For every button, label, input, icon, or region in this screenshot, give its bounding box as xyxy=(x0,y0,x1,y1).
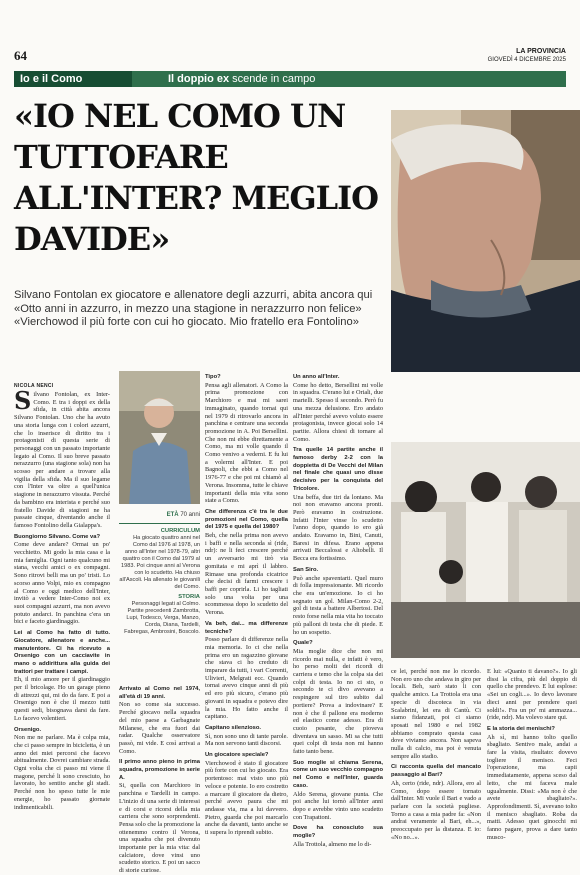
issue-date: GIOVEDÌ 4 DICEMBRE 2025 xyxy=(487,57,566,63)
answer: Aldo Serena, giovane punta. Che poi anche lui tornò all'Inter anni dopo e avrebbe vinto uno scudetto con Trapattoni. xyxy=(293,790,383,821)
article-column-6 xyxy=(487,668,577,841)
author-byline: NICOLA NENCI xyxy=(14,383,54,389)
answer: Può anche spaventarti. Quel muro di folla impressionante. Mi ricordo che era un'emozione. Io ci ho segnato un gol. Milan-Como 2-2, gol di testa a battere Albertosi. Del resto forse nella mia vita ho toccato più palloni di testa che di piede. E ho un sospetto. xyxy=(293,574,383,636)
question: Capitano silenzioso. xyxy=(205,724,262,731)
question: Tipo? xyxy=(205,374,221,380)
age-label: ETÀ xyxy=(166,512,179,518)
page-number: 64 xyxy=(14,48,27,63)
answer: Mia moglie dice che non mi ricordo mai nulla, e infatti è vero, ho perso molti dei ricordi di carriera e temo che la colpa sia dei colpi di testa. Io no ci sto, o secondo te ci divo avevano a respingere sul tiro subito dal portiere? Prova a indovinare? E non è che il pallone era moderno ed elastico come adesso. Era di cuoio pesante, che pioveva diventava un sasso. Mi sa che tutti quei colpi di testa non mi hanno fatto tanto bene. xyxy=(293,647,383,756)
article-column-2 xyxy=(119,686,200,875)
question: Un anno all'Inter. xyxy=(293,374,340,380)
portrait-illustration xyxy=(119,371,200,504)
question: Suo moglie si chiama Serena, come un suo vecchio compagno nel Como e nell'Inter, guarda caso. xyxy=(293,759,383,789)
answer: E lui: «Quanto ti davano?». Io gli dissi la cifra, più del doppio di quello che prendevo. E lui esplose: «Sei un cogli...». Io devo lavorare dieci anni per prendere quei soldi!». Fra un po' mi ammazza... (ride, ndr). Ma volevo stare qui. xyxy=(487,668,577,722)
curriculum-text: Ha giocato quattro anni nel Como dal 1976 al 1978, un anno all'Inter nel 1978-79, altri quattro con il Como dal 1979 al 1983. Poi cinque anni al Verona con lo scudetto. Ha chiuso all'Ascoli. Ha allenato le giovanili del Como. xyxy=(119,535,200,590)
question: Un giocatore speciale? xyxy=(205,752,269,759)
question: Arrivato al Como nel 1974, all'età di 19 anni. xyxy=(119,686,200,700)
main-photo xyxy=(391,110,580,372)
age-value: 70 anni xyxy=(180,512,200,518)
answer: Come deve andare? Ormai un po' vecchietto. Mi godo la mia casa e la mia famiglia. Ogni tanto qualcuno mi stana, vecchi amici o ex compagni. Sono ritrovi belli ma un po' tristi. Lo scorso anno Volpi, mio ex compagno al Como e oggi medico dell'Inter, invitò a vedere Inter-Como noi ex suoi compagni azzurri, ma non avevo potuto andarci. In panchina c'era un bici e faceto giardinaggio. xyxy=(14,541,110,626)
story-text: Personaggi legati al Colmo. Partite precedenti Zambrotta, Lupi, Todesco, Verga, Manzo, Corda, Diana, Tardelli, Fabregas, Ambrosini, Boscolo. xyxy=(124,601,200,635)
question: Lei al Como ha fatto di tutto. Giocatore, allenatore e anche... manutentore. Ci ha ricevuto a Orsenigo con un cacciavite in mano o addirittura alla guida dei trattori per trattare i campi. xyxy=(14,630,110,675)
answer: Eh, il mio amore per il giardinaggio per il bricolage. Ho un garage pieno di attrezzi qui, mi do da fare. E poi a Orsenigo non è che il mezzo tutti questi sedi, bisognava darsi da fare. Lo facevo volentieri. xyxy=(14,676,110,722)
newspaper-masthead xyxy=(488,48,566,64)
question: San Siro. xyxy=(293,566,319,573)
answer: Vierchowod è stato il giocatore più forte con cui ho giocato. Era portentoso: mai visto uno più veloce e potente. Io ero costretto a marcare il giocatore da dietro, perché avevo paura che mi andasse via, ma a lui davvero. Pietro, guarda che poi marcarlo anche da davanti, tanto anche se ti supera lo riprendi subito. xyxy=(205,759,288,837)
question: Che differenza c'è tra le due promozioni nel Como, quella del 1975 e quella del 1980? xyxy=(205,508,288,531)
team-photo-illustration xyxy=(391,442,580,658)
answer: Sì, non sono uno di tante parole. Ma non servono tanti discorsi. xyxy=(205,732,288,748)
question: Ci racconta quella del mancato passaggio al Bari? xyxy=(391,764,481,779)
curriculum-title: CURRICULUM xyxy=(160,528,200,534)
question: E la storia dei menischi? xyxy=(487,725,555,732)
article-column-5 xyxy=(391,668,481,841)
story-title: STORIA xyxy=(178,594,200,600)
answer: Ah sì, mi hanno tolto quello sbagliato. Sentivo male, andai a fare la visita, risultato: dovevo togliere il menisco. Feci l'operazione, ma capii immediatamente, appena sceso dal letto, che mi faceva male ugualmente. Dissi: «Ma non è che avete sbagliato?». Approfondimenti. Sì, avevano tolto il menisco sbagliato. Roba da matti. Adesso quei ginocchi mi fanno pagare, prova a dare tanto musco- xyxy=(487,733,577,841)
question: Quale? xyxy=(293,640,313,647)
drop-cap: S xyxy=(14,386,32,415)
answer: Non me ne parlare. Ma è colpa mia, che ci passo sempre in bicicletta, è un anno dei miei percorsi che facevo abitualmente. Dovrei cambiare strada. Ogni volta che ci passo mi viene il magone, perché li sono cresciuto, ho lavorato, ho sentito anche gli stadi. Perché non ho speso tutte le mie energie, ho passato giornate indimenticabili. xyxy=(14,734,110,811)
subheadline: Silvano Fontolan ex giocatore e allenatore degli azzurri, abita ancora qui «Otto anni in azzurro, in mezzo una stagione in nerazzurro non felice» «Vierchowod il più forte con cui ho giocato. Mio fratello era Fontolino» xyxy=(14,289,373,328)
answer: Posso parlare di differenze nella mia memoria. Io ci che nella prima ero un ragazzino giovane che stava ci ho creduto di imparare da tutti, i vari Correnti, Ulivieri, Melgrati ecc. Quando tornai avevo cinque anni di più ed ero più sicuro, c'erano più giovani in squadra e potevo dire la mia. Ho fatto anche il capitano. xyxy=(205,636,288,721)
section-subtitle-bold: Il doppio ex xyxy=(168,73,230,85)
section-subtitle-rest: scende in campo xyxy=(229,73,316,85)
answer: Beh, che nella prima non avevo i baffi e nella seconda sì (ride, ndr): ne li feci crescere perché un avversario mi tirò via gomitata e mi aprì il labbro. Rimase una profonda cicatrice che decisi di farmi crescere i baffi per coprirla. Li ho tagliati solo una volta per una scommessa dopo lo scudetto del Verona. xyxy=(205,532,288,617)
team-photo xyxy=(391,442,580,658)
intro-text: ilvano Fontolan, ex Inter-Como. E tra i doppi ex della sfida, in città abita ancora Silvano Fontolan. Uno che ha avuto una storia lunga con i colori azzurri, che lo inserisce di diritto tra i protagonisti di questa serie di personaggi con un passato importante legato al Como. Il suo breve passato nerazzurro (una stagione sola) non ha scosso per andare a trovare alla vigilia della sfida. Ma il suo legame con l'Inter va oltre a quell'unica stagione in nerazzurro vissuta. Perché da bambino era interista e perché suo fratello Davide di stagioni ne ha passate cinque, diventando anche il famoso Fontolino della Gialappa's. xyxy=(14,391,110,529)
section-label: Io e il Como xyxy=(14,71,132,87)
answer: Pensa agli allenatori. A Como la prima promozione con Marchioro e mai mi sarei immaginato, quando tornai qui nel 1979 di ritrovarlo ancora in panchina e centrare una seconda promozione in A. Poi Bersellini. Che non mi ebbe direttamente a Como, ma mi volle quando il Como venivo a vederni. E fu lui a volermi all'Inter. E poi Bagnoli, che ebbi a Como nel 1976-77 e che poi mi chiamò al Verona. Insomma, tutte le chiave importanti della mia vita sono state a Como. xyxy=(205,381,288,505)
answer: Una beffa, due tiri da lontano. Ma noi non eravamo ancora pronti. Però eravamo in costruzione. Infatti l'Inter vinse lo scudetto l'anno dopo, quando io ero già andato. Eravamo in, Bini, Canuti, Baresi in difesa. Erano appena arrivati Beccalossi e Altobelli. Il Becca era fortissimo. xyxy=(293,493,383,563)
answer: Come ho detto, Bersellini mi volle in squadra. C'erano lui e Oriali, due martelli. Spesso il secondo. Però fu una mezza delusione. Ero andato all'Inter perché avevo voluto essere protagonista, invece giocai solo 14 partite. Allora chiesi di tornare al Como. xyxy=(293,381,383,443)
question: Buongiorno Silvano. Come va? xyxy=(14,533,100,540)
article-column-4 xyxy=(293,374,383,848)
question: Dove ha conosciuto sua moglie? xyxy=(293,825,383,840)
answer: Ah, certo (ride, ndr). Allora, ero al Como, dopo essere tornato dall'Inter. Mi vuole il Bari e vado a parlare con la società pugliese. Torno a casa a mia padre fa: «Non andrai veramente al Bari, eh...», preoccupato per la distanza. E io: «No no...». xyxy=(391,779,481,841)
profile-box xyxy=(119,512,200,636)
answer: ce lei, perché non me lo ricordo. Non ero uno che andava in giro per locali. Beh, sarò stato li con qualche amico. La Trottola era una specie di discoteca in via Scalabrini, lei era di Cantù. Ci siamo fidanzati, poi ci siamo sposati nel 1980 e nel 1982 abbiamo comprato questa casa dove viviamo ancora. Non sapeva nulla di calcio, ma poi è venuta sempre allo stadio. xyxy=(391,668,481,760)
age-line xyxy=(119,512,200,519)
man-profile-photo-illustration xyxy=(391,110,580,372)
headline: «IO NEL COMO UN TUTTOFARE ALL'INTER? MEGLIO DAVIDE» xyxy=(14,97,379,258)
portrait-photo xyxy=(119,371,200,504)
answer: Alla Trottola, almeno me lo di- xyxy=(293,840,372,848)
question: Orsenigo. xyxy=(14,726,42,733)
section-subtitle xyxy=(168,71,315,87)
article-column-3 xyxy=(205,374,288,837)
pull-question: Tra quelle 14 partite anche il famoso derby 2-2 con la doppietta di De Vecchi del Milan nel finale che quasi uno disse decisivo per la conquista del Tricolore. xyxy=(293,447,383,492)
answer: Non so come sia successo. Perché giocavo nella squadra del mio paese a Garbagnate Milanese, che era fuori dai radar. Qualche osservatore passò, mi vide. E così arrivai a Como. xyxy=(119,701,200,755)
section-bar xyxy=(14,71,566,87)
question: Va beh, dai... ma differenze tecniche? xyxy=(205,620,288,635)
answer: Si, quella con Marchioro in panchina e Tardelli in campo. L'inizio di una serie di interessi e di corsi e ricorsi della mia carriera che sono sorprendenti. Pensa solo che la promozione la ottenemmo contro il Verona, una squadra che poi divenuto importante per la mia vita: dal calciatore, dove vinsi uno scudetto storico. E poi un sacco di storie curiose. xyxy=(119,782,200,875)
newspaper-name: LA PROVINCIA xyxy=(516,48,566,55)
question: Il primo anno pieno in prima squadra, promozione in serie A. xyxy=(119,759,200,781)
